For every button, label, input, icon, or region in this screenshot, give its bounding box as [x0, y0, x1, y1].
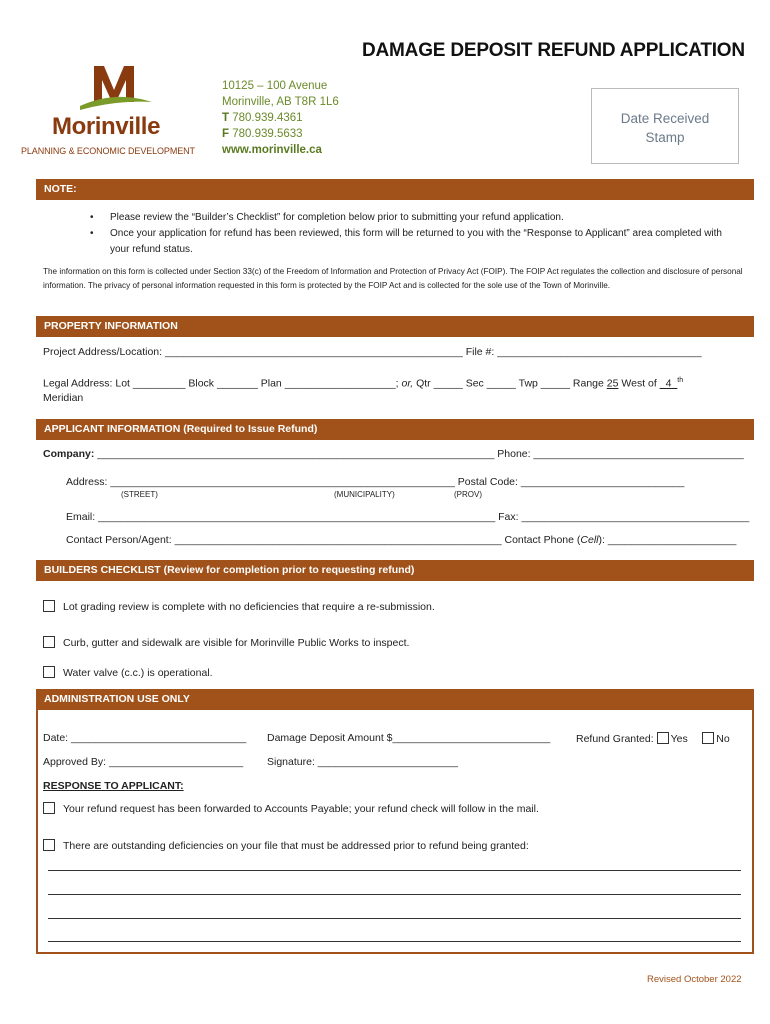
fax-line: F 780.939.5633 [222, 128, 303, 140]
logo-wordmark: Morinville [52, 113, 161, 140]
refund-no-checkbox[interactable] [702, 732, 714, 744]
refund-yes-checkbox[interactable] [657, 732, 669, 744]
revised-date: Revised October 2022 [647, 974, 742, 985]
approved-by-field[interactable]: Approved By: _______________________ [43, 756, 244, 768]
deficiency-line-4[interactable] [48, 941, 741, 942]
refund-granted-field[interactable]: Refund Granted: Yes No [576, 733, 730, 745]
morinville-logo [20, 62, 210, 158]
signature-field[interactable]: Signature: ________________________ [267, 756, 458, 768]
checkbox[interactable] [43, 839, 55, 851]
admin-heading: ADMINISTRATION USE ONLY [36, 689, 754, 710]
foip-notice: The information on this form is collected under Section 33(c) of the Freedom of Information and Protection of Privacy Act (FOIP). The FOIP Act regulates the collection and disclosure of personal information. The privacy of personal information requested in this form is protected by the FOIP Act and is collected for the sole use of the Town of Morinville. [43, 267, 743, 290]
checkbox[interactable] [43, 666, 55, 678]
deficiency-line-3[interactable] [48, 918, 741, 919]
contact-address [222, 78, 339, 158]
property-heading: PROPERTY INFORMATION [36, 316, 754, 337]
applicant-heading: APPLICANT INFORMATION (Required to Issue Refund) [36, 419, 754, 440]
note-bullets [90, 210, 740, 258]
company-phone-field[interactable]: Company: ____________________________________________________________________ Phone: ____________________________________ [43, 448, 744, 460]
logo-subtitle: PLANNING & ECONOMIC DEVELOPMENT [21, 146, 195, 156]
checkbox[interactable] [43, 636, 55, 648]
website-link[interactable]: www.morinville.ca [222, 144, 322, 156]
phone-line: T 780.939.4361 [222, 112, 303, 124]
checklist-item-2[interactable]: Curb, gutter and sidewalk are visible for Morinville Public Works to inspect. [43, 636, 409, 649]
legal-address-field[interactable]: Legal Address: Lot _________ Block _______ Plan ___________________; or, Qtr _____ Sec _____ Twp _____ Range 25 West of _4_$^{th}$ [43, 377, 684, 390]
contact-field[interactable]: Contact Person/Agent: ________________________________________________________ Contact Phone (Cell): ______________________ [66, 534, 737, 546]
address-line2: Morinville, AB T8R 1L6 [222, 96, 339, 108]
response-heading: RESPONSE TO APPLICANT: [43, 780, 184, 792]
deficiency-line-1[interactable] [48, 870, 741, 871]
municipality-label: (MUNICIPALITY) [334, 490, 395, 499]
checkbox[interactable] [43, 802, 55, 814]
prov-label: (PROV) [454, 490, 482, 499]
checklist-item-1[interactable]: Lot grading review is complete with no deficiencies that require a re-submission. [43, 600, 435, 613]
response-option-1[interactable]: Your refund request has been forwarded to Accounts Payable; your refund check will follow in the mail. [43, 802, 539, 815]
street-label: (STREET) [121, 490, 158, 499]
checkbox[interactable] [43, 600, 55, 612]
response-option-2[interactable]: There are outstanding deficiencies on your file that must be addressed prior to refund being granted: [43, 839, 529, 852]
note-bullet-2: • Once your application for refund has been reviewed, this form will be returned to you with the “Response to Applicant” area completed with your refund status. [90, 226, 740, 258]
meridian-label: Meridian [43, 392, 84, 404]
form-title: DAMAGE DEPOSIT REFUND APPLICATION [362, 40, 745, 61]
address-field[interactable]: Address: ___________________________________________________________ Postal Code: ____________________________ [66, 476, 685, 488]
note-heading: NOTE: [36, 179, 754, 200]
checklist-item-3[interactable]: Water valve (c.c.) is operational. [43, 666, 213, 679]
project-address-field[interactable]: Project Address/Location: ___________________________________________________ File #: ___________________________________ [43, 346, 702, 358]
checklist-heading: BUILDERS CHECKLIST (Review for completion prior to requesting refund) [36, 560, 754, 581]
admin-date-field[interactable]: Date: ______________________________ [43, 732, 247, 744]
deposit-amount-field[interactable]: Damage Deposit Amount $___________________________ [267, 732, 551, 744]
deficiency-line-2[interactable] [48, 894, 741, 895]
email-fax-field[interactable]: Email: ____________________________________________________________________ Fax: _______________________________________ [66, 511, 750, 523]
logo-mark-icon [20, 62, 210, 112]
address-line1: 10125 – 100 Avenue [222, 80, 328, 92]
date-received-stamp-box: Date Received Stamp [591, 88, 739, 164]
note-bullet-1: • Please review the “Builder’s Checklist” for completion below prior to submitting your refund application. [90, 210, 740, 226]
